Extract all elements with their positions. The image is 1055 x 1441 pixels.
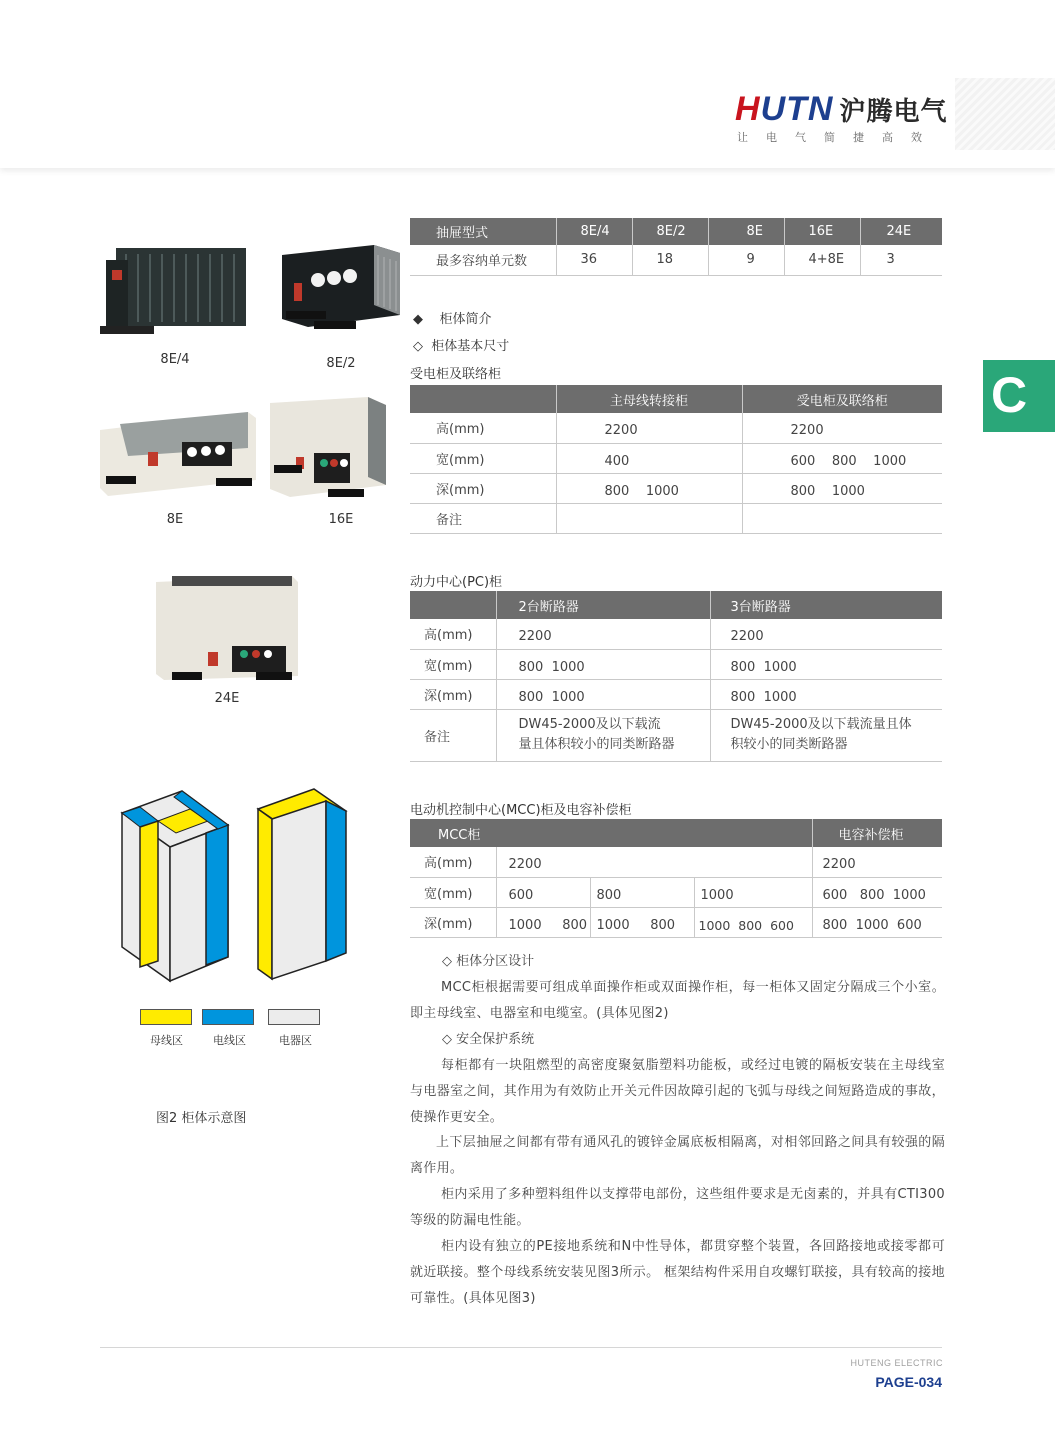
incoming-cabinet-table: 主母线转接柜 受电柜及联络柜 高(mm) 2200 2200 宽(mm) 400 600 800 1000 深(mm) 800 1000 800 1000 备注 — [410, 385, 942, 534]
pc-cabinet-table: 2台断路器 3台断路器 高(mm) 2200 2200 宽(mm) 800 1000 800 1000 深(mm) 800 1000 800 1000 备注 DW45-2000及以下载流 量且体积较小的同类断路器 DW45-2000及以下载流量且体 积较小的同类断路器 — [410, 591, 942, 762]
subsection-heading: ◇ 柜体分区设计 — [442, 954, 535, 969]
size-heading: ◇ 柜体基本尺寸 — [413, 339, 510, 354]
legend-swatch-cable — [202, 1009, 254, 1025]
figure-caption: 图2 柜体示意图 — [156, 1111, 247, 1126]
mcc-cabinet-table: MCC柜 电容补偿柜 高(mm) 2200 2200 宽(mm) 600 800 1000 600 800 1000 深(mm) 1000 800 1000 800 1000 800 600 800 1000 600 — [410, 819, 942, 938]
paragraph: MCC柜根据需要可组成单面操作柜或双面操作柜，每一柜体又固定分隔成三个小室。即主母线室、电器室和电缆室。(具体见图2) — [410, 980, 945, 1021]
footer-brand: HUTENG ELECTRIC — [850, 1358, 943, 1368]
header-decoration — [955, 78, 1055, 150]
paragraph: 每柜都有一块阻燃型的高密度聚氨脂塑料功能板，或经过电镀的隔板安装在主母线室与电器室之间，其作用为有效防止开关元件因故障引起的飞弧与母线之间短路造成的事故，使操作更安全。 — [410, 1058, 945, 1125]
legend-swatch-device — [268, 1009, 320, 1025]
legend-label-cable: 电线区 — [213, 1034, 246, 1047]
paragraph: 柜内采用了多种塑料组件以支撑带电部份，这些组件要求是无卤素的，并具有CTI300等级的防漏电性能。 — [410, 1187, 945, 1228]
page-number: PAGE-034 — [875, 1374, 942, 1390]
subsection-heading: ◇ 安全保护系统 — [442, 1032, 535, 1047]
product-label: 16E — [328, 512, 354, 527]
paragraph: 柜内设有独立的PE接地系统和N中性导体，都贯穿整个装置，各回路接地或接零都可就近联接。整个母线系统安装见图3所示。 框架结构件采用自攻螺钉联接，具有较高的接地可靠性。(具体见图3) — [410, 1239, 945, 1306]
legend-label-busbar: 母线区 — [150, 1034, 183, 1047]
logo-chinese: 沪腾电气 — [839, 97, 948, 127]
logo-english: HUTN — [735, 90, 834, 128]
footer-divider — [100, 1347, 942, 1348]
product-label: 8E — [166, 512, 184, 527]
section-title: 动力中心(PC)柜 — [410, 575, 503, 590]
drawer-8e-image — [98, 408, 258, 498]
slogan: 让电气简捷高效 — [737, 131, 940, 144]
company-logo — [735, 90, 947, 129]
drawer-8e4-image — [98, 240, 253, 340]
product-label: 8E/2 — [326, 356, 356, 371]
product-label: 24E — [214, 691, 240, 706]
cabinet-zone-diagram — [118, 785, 358, 985]
section-title: 受电柜及联络柜 — [410, 367, 502, 382]
page-header — [0, 0, 1055, 168]
section-tab: C — [983, 360, 1055, 432]
intro-heading: ◆ 柜体简介 — [413, 312, 492, 327]
section-title: 电动机控制中心(MCC)柜及电容补偿柜 — [410, 803, 632, 818]
drawer-24e-image — [152, 572, 302, 687]
product-label: 8E/4 — [160, 352, 190, 367]
paragraph: 上下层抽屉之间都有带有通风孔的镀锌金属底板相隔离，对相邻回路之间具有较强的隔离作用。 — [410, 1135, 945, 1176]
drawer-table: 抽屉型式 8E/4 8E/2 8E 16E 24E 最多容纳单元数 36 18 9 4+8E 3 — [410, 218, 942, 276]
drawer-8e2-image — [278, 235, 403, 335]
legend-swatch-busbar — [140, 1009, 192, 1025]
drawer-16e-image — [268, 395, 388, 505]
legend-label-device: 电器区 — [279, 1034, 312, 1047]
